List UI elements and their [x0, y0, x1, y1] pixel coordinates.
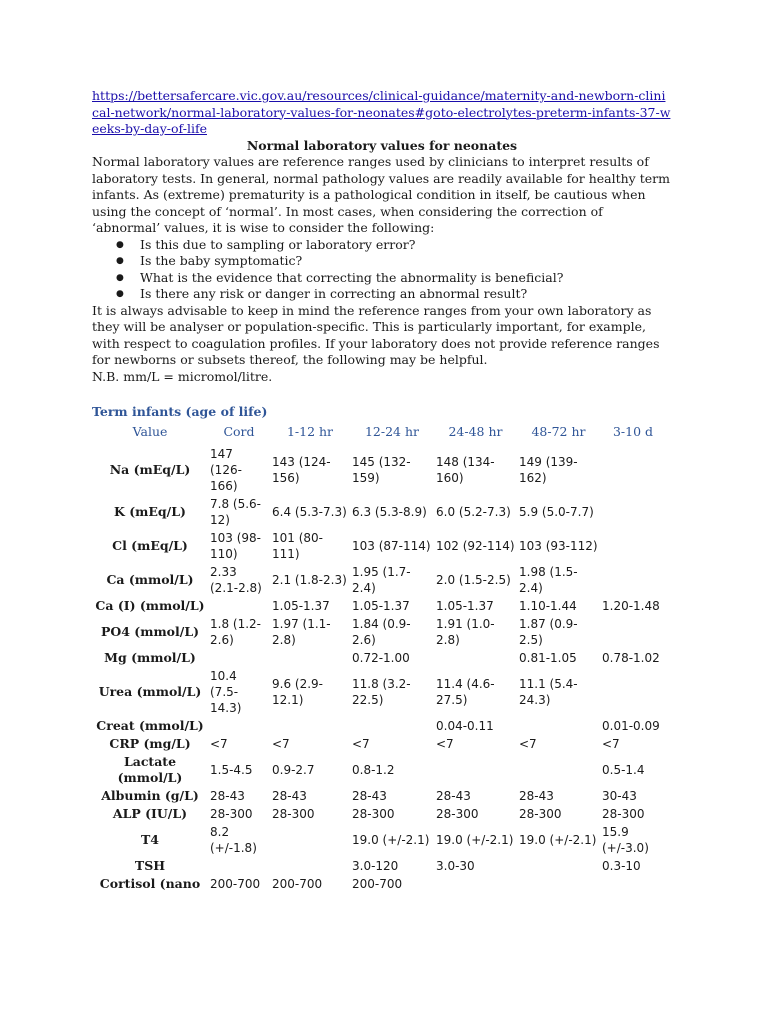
row-label: PO4 (mmol/L)	[100, 623, 200, 639]
table-header-row	[92, 423, 666, 445]
table-cell: 1.91 (1.0-2.8)	[436, 616, 495, 647]
table-cell: 103 (87-114)	[352, 538, 431, 553]
table-row	[92, 649, 666, 667]
table-cell	[600, 495, 666, 529]
table-section-title: Term infants (age of life)	[92, 404, 268, 419]
table-cell: 2.33 (2.1-2.8)	[210, 564, 262, 595]
table-cell	[208, 649, 270, 667]
table-cell: <7	[436, 736, 454, 751]
table-cell: 102 (92-114)	[436, 538, 515, 553]
table-cell: 28-43	[352, 788, 387, 803]
document-title: Normal laboratory values for neonates	[246, 137, 518, 153]
column-header: Cord	[223, 423, 255, 439]
table-cell: 1.5-4.5	[210, 762, 253, 777]
table-cell	[208, 857, 270, 875]
advice-paragraph: It is always advisable to keep in mind the reference ranges from your own laboratory as they will be analyser or population-specific. This is particularly important, for example, with respect to coagulation profiles. If your laboratory does not provide reference ranges for newborns or subsets thereof, the following may be helpful.	[92, 302, 660, 367]
table-cell	[270, 857, 350, 875]
table-cell: 0.8-1.2	[352, 762, 395, 777]
table-cell	[600, 563, 666, 597]
units-note: N.B. mm/L = micromol/litre.	[92, 368, 273, 384]
table-cell: 6.4 (5.3-7.3)	[272, 504, 347, 519]
row-label: Creat (mmol/L)	[96, 717, 204, 733]
table-row	[92, 667, 666, 717]
table-row	[92, 597, 666, 615]
table-cell: 28-43	[436, 788, 471, 803]
table-cell: 30-43	[602, 788, 637, 803]
table-cell: 28-300	[272, 806, 315, 821]
table-cell: 0.5-1.4	[602, 762, 645, 777]
list-item: ● Is this due to sampling or laboratory error?	[116, 236, 416, 252]
row-label: Albumin (g/L)	[101, 787, 199, 803]
table-cell: 8.2 (+/-1.8)	[210, 824, 257, 855]
table-cell: 0.81-1.05	[519, 650, 577, 665]
table-cell	[600, 667, 666, 717]
intro-paragraph: Normal laboratory values are reference ranges used by clinicians to interpret results of laboratory tests. In general, normal pathology values are readily available for healthy term infants. As (extreme) prematurity is a pathological condition in itself, be cautious when using the concept of ‘normal’. In most cases, when considering the correction of ‘abnormal’ values, it is wise to consider the following:	[92, 154, 670, 235]
table-cell: 28-43	[210, 788, 245, 803]
table-cell	[434, 875, 517, 893]
table-cell: <7	[602, 736, 620, 751]
row-label: Ca (I) (mmol/L)	[95, 597, 205, 613]
table-row	[92, 753, 666, 787]
table-body	[92, 445, 666, 893]
table-cell: 6.0 (5.2-7.3)	[436, 504, 511, 519]
row-label: ALP (IU/L)	[112, 805, 188, 821]
table-cell: 28-300	[602, 806, 645, 821]
table-cell: <7	[352, 736, 370, 751]
table-cell	[434, 649, 517, 667]
table-cell: 28-300	[352, 806, 395, 821]
table-cell: 9.6 (2.9-12.1)	[272, 676, 323, 707]
table-cell	[517, 857, 600, 875]
row-label: Mg (mmol/L)	[104, 649, 196, 665]
table-cell	[270, 717, 350, 735]
column-header: Value	[132, 423, 168, 439]
table-cell: 103 (98-110)	[210, 530, 261, 561]
table-row	[92, 615, 666, 649]
table-cell: 2.0 (1.5-2.5)	[436, 572, 511, 587]
table-cell: 1.05-1.37	[272, 598, 330, 613]
table-cell: 1.95 (1.7-2.4)	[352, 564, 411, 595]
table-cell	[270, 823, 350, 857]
table-cell: 149 (139-162)	[519, 454, 578, 485]
table-cell: 1.98 (1.5-2.4)	[519, 564, 578, 595]
table-cell	[270, 649, 350, 667]
table-cell: 2.1 (1.8-2.3)	[272, 572, 347, 587]
column-header: 12-24 hr	[364, 423, 420, 439]
table-row	[92, 529, 666, 563]
table-cell: 19.0 (+/-2.1)	[519, 832, 597, 847]
table-cell: 28-300	[436, 806, 479, 821]
consideration-list	[92, 237, 672, 303]
table-cell: 11.8 (3.2-22.5)	[352, 676, 411, 707]
list-item: ● What is the evidence that correcting the abnormality is beneficial?	[116, 269, 564, 285]
table-row	[92, 875, 666, 893]
table-cell: 28-300	[519, 806, 562, 821]
table-cell	[517, 753, 600, 787]
table-cell	[600, 445, 666, 495]
table-cell: 147 (126-166)	[210, 446, 242, 493]
table-cell: 11.1 (5.4-24.3)	[519, 676, 578, 707]
table-cell: <7	[519, 736, 537, 751]
source-link[interactable]: https://bettersafercare.vic.gov.au/resources/clinical-guidance/maternity-and-newborn-clinical-network/normal-laboratory-values-for-neonates#goto-electrolytes-preterm-infants-37-weeks-by-day-of-life	[92, 88, 671, 136]
table-cell	[350, 717, 434, 735]
table-cell: 19.0 (+/-2.1)	[352, 832, 430, 847]
table-cell: 0.3-10	[602, 858, 641, 873]
table-cell: 148 (134-160)	[436, 454, 495, 485]
table-cell	[434, 753, 517, 787]
table-cell: 101 (80-111)	[272, 530, 323, 561]
bullet-icon: ●	[116, 239, 124, 250]
table-cell: 145 (132-159)	[352, 454, 411, 485]
table-cell	[208, 717, 270, 735]
table-cell: 0.9-2.7	[272, 762, 315, 777]
table-cell: 0.72-1.00	[352, 650, 410, 665]
table-cell: 11.4 (4.6-27.5)	[436, 676, 495, 707]
table-cell	[517, 875, 600, 893]
table-row	[92, 857, 666, 875]
row-label: Lactate (mmol/L)	[117, 753, 183, 785]
document-body	[92, 88, 672, 893]
row-label: T4	[141, 831, 159, 847]
table-cell: 143 (124-156)	[272, 454, 331, 485]
table-cell: 200-700	[272, 876, 323, 891]
table-cell	[600, 615, 666, 649]
table-cell: 1.05-1.37	[352, 598, 410, 613]
table-cell: 28-43	[519, 788, 554, 803]
table-row	[92, 823, 666, 857]
table-cell: 1.10-1.44	[519, 598, 577, 613]
row-label: K (mEq/L)	[114, 503, 186, 519]
table-row	[92, 735, 666, 753]
table-cell	[600, 529, 666, 563]
table-cell: 200-700	[352, 876, 403, 891]
table-cell: 15.9 (+/-3.0)	[602, 824, 649, 855]
row-label: TSH	[134, 857, 166, 873]
table-row	[92, 445, 666, 495]
table-row	[92, 563, 666, 597]
table-row	[92, 495, 666, 529]
table-cell: 10.4 (7.5-14.3)	[210, 668, 242, 715]
table-cell: 1.97 (1.1-2.8)	[272, 616, 331, 647]
table-cell: 19.0 (+/-2.1)	[436, 832, 514, 847]
table-cell	[517, 717, 600, 735]
table-cell: 28-300	[210, 806, 253, 821]
table-cell: 3.0-120	[352, 858, 399, 873]
table-cell: 1.05-1.37	[436, 598, 494, 613]
list-item: ● Is there any risk or danger in correcting an abnormal result?	[116, 286, 528, 301]
table-cell	[600, 875, 666, 893]
row-label: Na (mEq/L)	[109, 461, 191, 477]
table-cell: <7	[272, 736, 290, 751]
table-row	[92, 787, 666, 805]
row-label: Cl (mEq/L)	[112, 537, 188, 553]
table-row	[92, 717, 666, 735]
bullet-icon: ●	[116, 256, 124, 266]
table-cell: 1.87 (0.9-2.5)	[519, 616, 578, 647]
row-label: Cortisol (nano	[99, 875, 201, 891]
column-header: 1-12 hr	[286, 423, 334, 439]
table-cell: 0.04-0.11	[436, 718, 494, 733]
row-label: Ca (mmol/L)	[106, 571, 194, 587]
table-row	[92, 805, 666, 823]
list-item: ● Is the baby symptomatic?	[116, 253, 303, 268]
row-label: Urea (mmol/L)	[98, 683, 202, 699]
table-cell: 1.84 (0.9-2.6)	[352, 616, 411, 647]
bullet-icon: ●	[116, 272, 124, 283]
table-cell: 200-700	[210, 876, 261, 891]
table-cell: 103 (93-112)	[519, 538, 598, 553]
table-cell: 1.20-1.48	[602, 598, 660, 613]
table-cell: 6.3 (5.3-8.9)	[352, 504, 427, 519]
lab-values-table	[92, 423, 666, 893]
table-cell	[208, 597, 270, 615]
bullet-icon: ●	[116, 289, 124, 299]
table-cell: <7	[210, 736, 228, 751]
column-header: 24-48 hr	[448, 423, 503, 439]
column-header: 48-72 hr	[531, 423, 586, 439]
table-cell: 28-43	[272, 788, 307, 803]
row-label: CRP (mg/L)	[109, 735, 191, 751]
column-header: 3-10 d	[612, 423, 654, 439]
table-cell: 1.8 (1.2-2.6)	[210, 616, 261, 647]
table-cell: 5.9 (5.0-7.7)	[519, 504, 594, 519]
table-cell: 3.0-30	[436, 858, 475, 873]
table-cell: 0.78-1.02	[602, 650, 660, 665]
table-cell: 0.01-0.09	[602, 718, 660, 733]
table-cell: 7.8 (5.6-12)	[210, 496, 261, 527]
